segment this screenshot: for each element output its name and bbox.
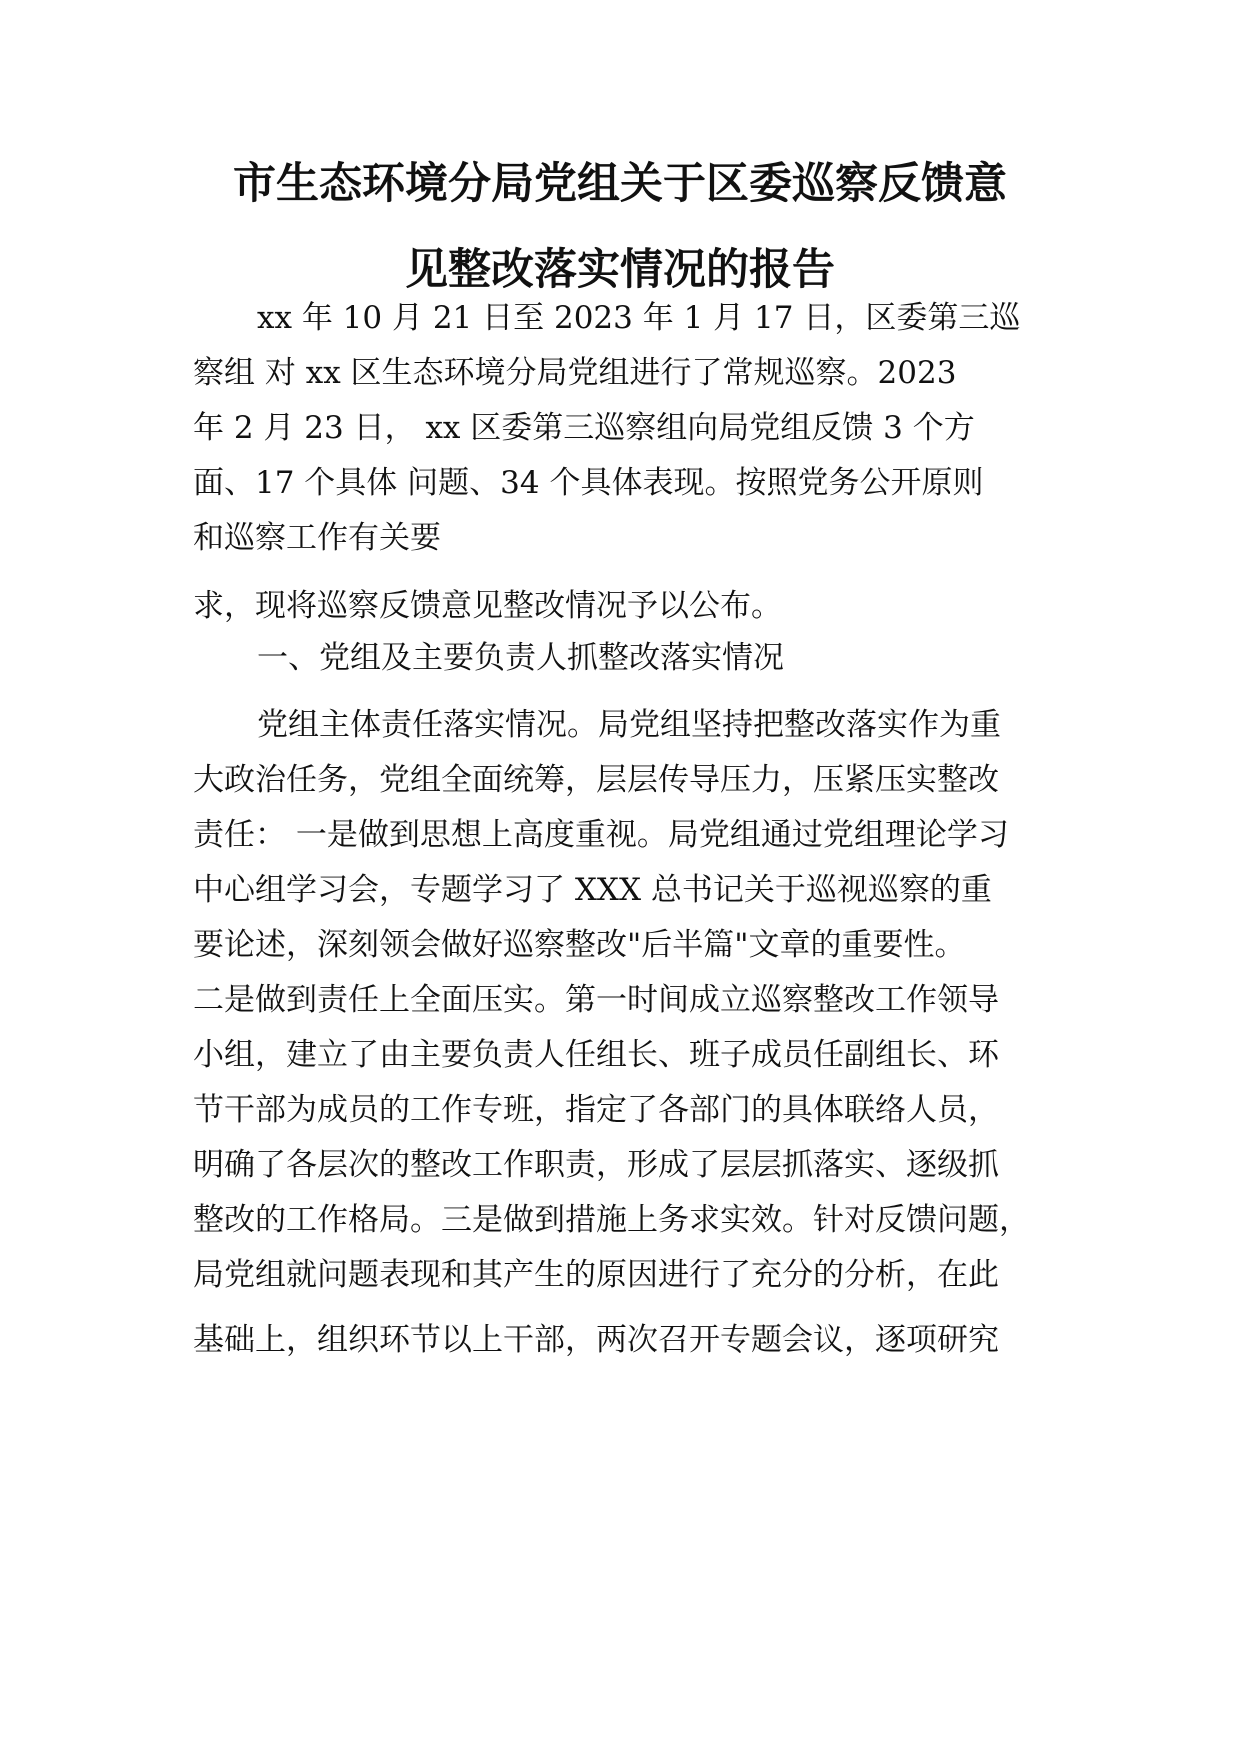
paragraph-line: 明确了各层次的整改工作职责，形成了层层抓落实、逐级抓	[193, 1147, 999, 1183]
paragraph-line: 局党组就问题表现和其产生的原因进行了充分的分析，在此	[193, 1257, 999, 1293]
document-title-line-1: 市生态环境分局党组关于区委巡察反馈意	[233, 159, 1007, 209]
paragraph-line: 求，现将巡察反馈意见整改情况予以公布。	[193, 588, 782, 624]
paragraph-line: 和巡察工作有关要	[193, 520, 441, 556]
paragraph-line: 二是做到责任上全面压实。第一时间成立巡察整改工作领导	[193, 982, 999, 1018]
paragraph-line: 察组 对 xx 区生态环境分局党组进行了常规巡察。2023	[193, 355, 957, 391]
paragraph-line: 责任： 一是做到思想上高度重视。局党组通过党组理论学习	[193, 817, 1009, 853]
document-title-line-2: 见整改落实情况的报告	[405, 245, 835, 295]
paragraph-line: 节干部为成员的工作专班，指定了各部门的具体联络人员，	[193, 1092, 999, 1128]
paragraph-line: 面、17 个具体 问题、34 个具体表现。按照党务公开原则	[193, 465, 984, 501]
paragraph-line: 整改的工作格局。三是做到措施上务求实效。针对反馈问题，	[193, 1202, 1030, 1238]
paragraph-line: 要论述，深刻领会做好巡察整改"后半篇"文章的重要性。	[193, 927, 966, 963]
paragraph-line: 中心组学习会，专题学习了 XXX 总书记关于巡视巡察的重	[193, 872, 992, 908]
paragraph-line: 大政治任务，党组全面统筹，层层传导压力，压紧压实整改	[193, 762, 999, 798]
paragraph-line: 小组，建立了由主要负责人任组长、班子成员任副组长、环	[193, 1037, 999, 1073]
paragraph-line: xx 年 10 月 21 日至 2023 年 1 月 17 日，区委第三巡	[257, 300, 1021, 336]
paragraph-line: 基础上，组织环节以上干部，两次召开专题会议，逐项研究	[193, 1322, 999, 1358]
paragraph-line: 年 2 月 23 日， xx 区委第三巡察组向局党组反馈 3 个方	[193, 410, 975, 446]
section-heading: 一、党组及主要负责人抓整改落实情况	[257, 640, 784, 676]
paragraph-line: 党组主体责任落实情况。局党组坚持把整改落实作为重	[257, 707, 1001, 743]
